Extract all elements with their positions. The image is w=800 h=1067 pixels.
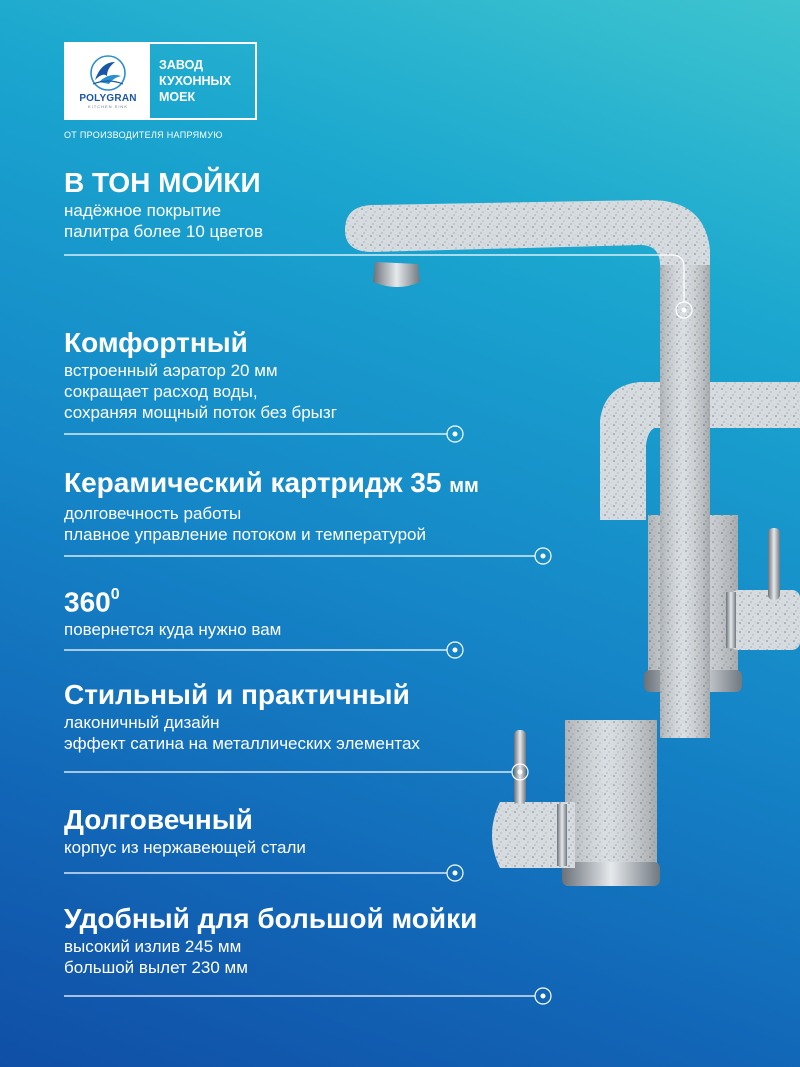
feature-line: корпус из нержавеющей стали <box>64 838 306 857</box>
feature-title-unit: мм <box>449 475 479 497</box>
feature-line: лаконичный дизайн <box>64 713 220 732</box>
logo-emblem <box>66 44 150 118</box>
feature-title: В ТОН МОЙКИ <box>64 167 261 198</box>
feature-large-sink <box>64 902 477 978</box>
feature-title: Долговечный <box>64 804 253 835</box>
feature-line: сокращает расход воды, <box>64 382 258 401</box>
feature-line: высокий излив 245 мм <box>64 937 242 956</box>
feature-line: большой вылет 230 мм <box>64 958 248 977</box>
feature-color-match <box>64 166 263 242</box>
feature-line: эффект сатина на металлических элементах <box>64 734 420 753</box>
logo-text <box>150 44 255 118</box>
feature-cartridge <box>64 466 479 545</box>
logo-line-3: МОЕК <box>159 90 196 104</box>
feature-rotation <box>64 580 281 640</box>
feature-line: надёжное покрытие <box>64 201 222 220</box>
wave-icon <box>85 54 131 92</box>
tagline: ОТ ПРОИЗВОДИТЕЛЯ НАПРЯМУЮ <box>64 130 223 140</box>
feature-line: плавное управление потоком и температурой <box>64 525 426 544</box>
logo-line-1: ЗАВОД <box>159 58 204 72</box>
logo-brand-sub: KITCHEN SINK <box>87 103 128 109</box>
feature-line: встроенный аэратор 20 мм <box>64 361 278 380</box>
feature-title: Стильный и практичный <box>64 679 410 710</box>
feature-title: Комфортный <box>64 327 248 358</box>
feature-line: сохраняя мощный поток без брызг <box>64 403 337 422</box>
feature-title-text: 360 <box>64 586 111 618</box>
logo-brand: POLYGRAN <box>79 92 137 104</box>
feature-title-text: Керамический картридж 35 <box>64 467 442 498</box>
feature-title: Удобный для большой мойки <box>64 903 478 934</box>
feature-line: палитра более 10 цветов <box>64 222 264 241</box>
feature-line: долговечность работы <box>64 504 242 523</box>
feature-durable <box>64 803 306 858</box>
feature-title <box>64 580 281 619</box>
feature-title <box>64 466 479 503</box>
feature-comfort <box>64 326 337 423</box>
company-logo <box>64 42 257 120</box>
logo-line-2: КУХОННЫХ <box>159 74 232 88</box>
feature-title-degree: 0 <box>110 586 120 603</box>
feature-style <box>64 678 420 754</box>
feature-line: повернется куда нужно вам <box>64 620 282 640</box>
